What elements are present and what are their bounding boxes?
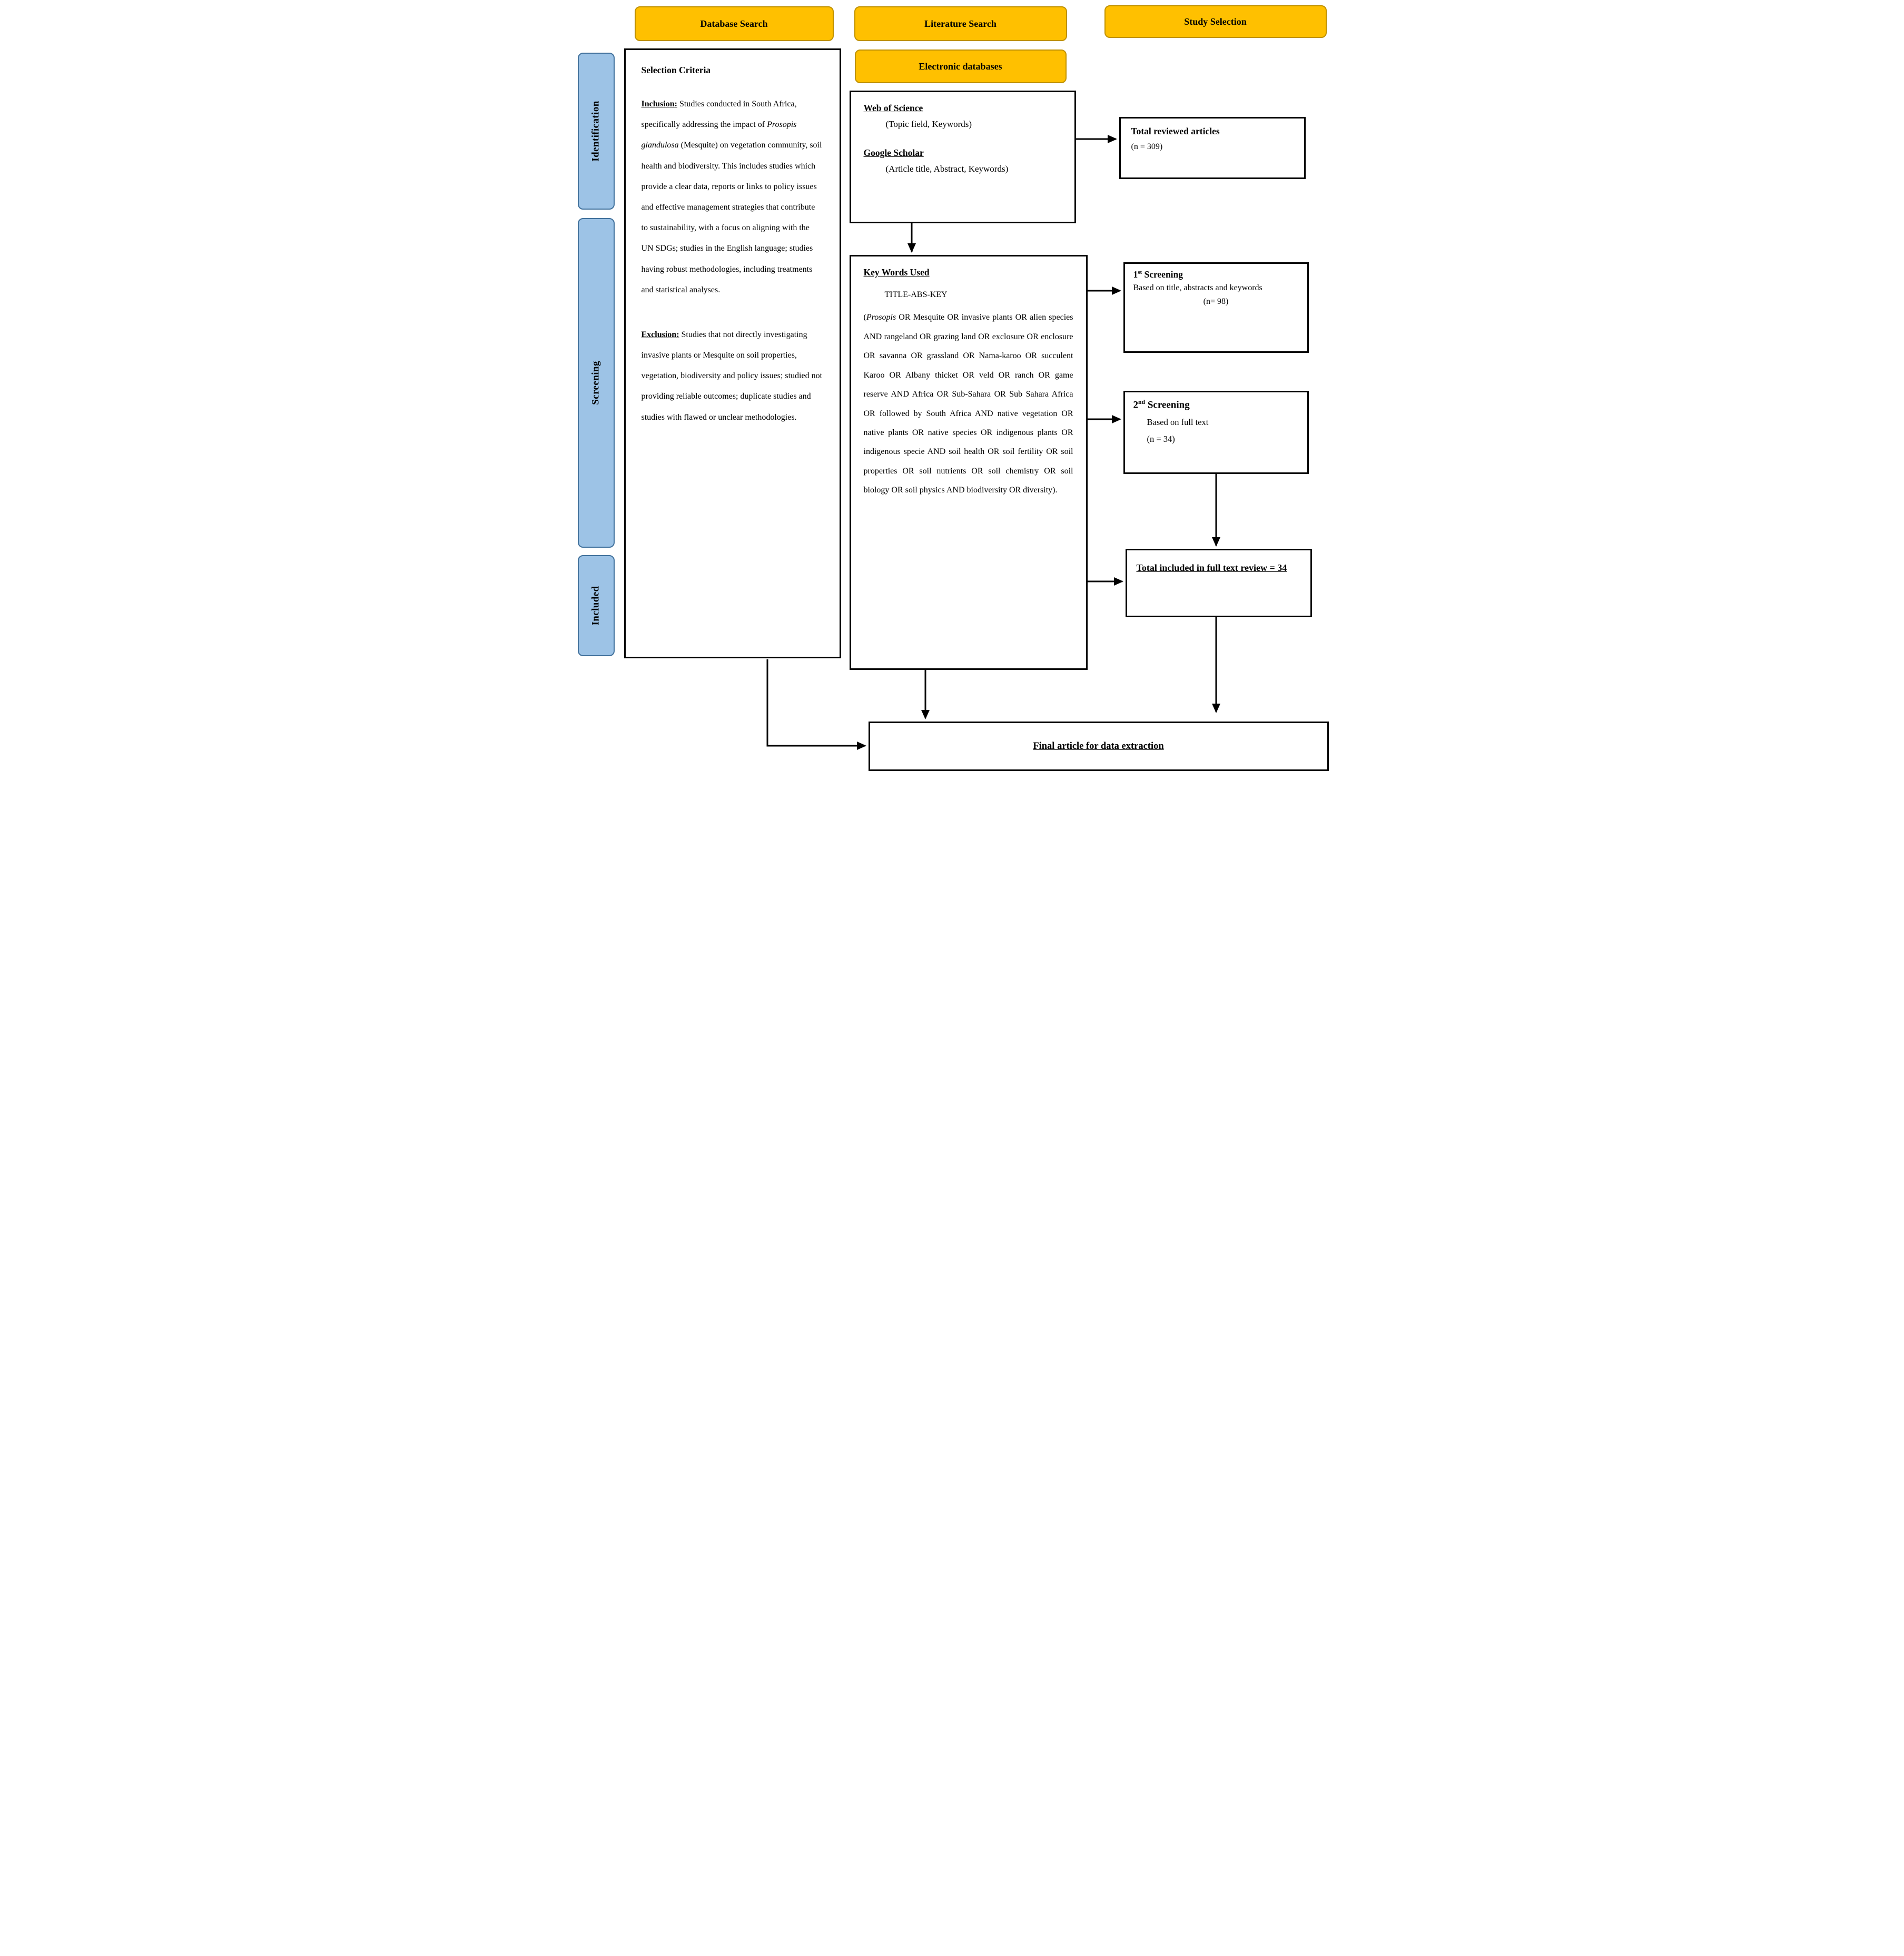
inclusion-label: Inclusion: (641, 100, 677, 108)
keywords-species-name: Prosopis (866, 313, 896, 322)
keywords-query-open: ( (863, 313, 866, 322)
keywords-box (850, 255, 1088, 670)
header-study-selection (1104, 5, 1327, 38)
header-study-selection-label: Study Selection (1184, 16, 1247, 27)
first-screening-number: 1 (1133, 269, 1138, 280)
keywords-query (864, 308, 1073, 500)
second-screening-count: (n = 34) (1147, 433, 1175, 444)
databases-box-spacer (864, 130, 1062, 147)
stage-identification (578, 53, 615, 210)
keywords-scope: TITLE-ABS-KEY (884, 290, 948, 299)
google-scholar-fields: (Article title, Abstract, Keywords) (885, 164, 1009, 174)
total-reviewed-count: (n = 309) (1131, 142, 1163, 151)
exclusion-label: Exclusion: (641, 330, 679, 339)
total-reviewed-title: Total reviewed articles (1131, 126, 1220, 136)
second-screening-desc: Based on full text (1147, 417, 1209, 428)
stage-included-label: Included (590, 586, 601, 626)
stage-included (578, 555, 615, 656)
web-of-science-title: Web of Science (863, 103, 923, 113)
final-article-box (869, 722, 1329, 771)
first-screening-desc: Based on title, abstracts and keywords (1133, 283, 1262, 292)
inclusion-text-after: (Mesquite) on vegetation community, soil health and biodiversity. This includes studies which provide a clear data, reports or links to policy issues and effective management strategies that contribute to sustainability, with a focus on aligning with the UN SDGs; studies in the English language; studies having robust methodologies, including treatments and statistical analyses. (641, 141, 822, 294)
first-screening-label: Screening (1142, 269, 1183, 280)
total-included-text: Total included in full text review = 34 (1136, 562, 1287, 573)
stage-screening (578, 218, 615, 548)
prisma-flow-diagram (571, 0, 1333, 783)
header-electronic-databases-label: Electronic databases (919, 61, 1002, 72)
first-screening-count: (n= 98) (1203, 297, 1229, 306)
arrow-criteria-to-final (767, 659, 865, 746)
selection-criteria-title: Selection Criteria (641, 65, 711, 75)
header-database-search (635, 6, 834, 41)
second-screening-number: 2 (1133, 399, 1138, 411)
exclusion-paragraph (642, 324, 824, 428)
header-literature-search (854, 6, 1067, 41)
header-database-search-label: Database Search (700, 18, 768, 29)
first-screening-title (1133, 269, 1299, 280)
stage-identification-label: Identification (590, 101, 601, 162)
keywords-query-rest: OR Mesquite OR invasive plants OR alien species AND rangeland OR grazing land OR exclosure OR enclosure OR savanna OR grassland OR Nama-karoo OR succulent Karoo OR Albany thicket OR veld OR ranch OR game reserve AND Africa OR Sub-Sahara OR Sub Sahara Africa OR followed by South Africa AND native vegetation OR native plants OR native species OR indigenous plants OR indigenous specie AND soil health OR soil fertility OR soil properties OR soil nutrients OR soil chemistry OR soil biology OR soil physics AND biodiversity OR diversity). (863, 313, 1073, 495)
stage-screening-label: Screening (590, 361, 601, 405)
inclusion-text-before: Studies conducted in South Africa, specifically addressing the impact of (641, 100, 797, 130)
final-article-text: Final article for data extraction (1033, 740, 1164, 752)
second-screening-ordinal: nd (1138, 399, 1146, 406)
header-electronic-databases (855, 50, 1067, 83)
inclusion-paragraph (642, 94, 824, 300)
databases-box (850, 91, 1076, 223)
google-scholar-title: Google Scholar (863, 147, 924, 158)
web-of-science-fields: (Topic field, Keywords) (885, 119, 972, 129)
second-screening-box (1123, 391, 1309, 474)
first-screening-ordinal: st (1138, 269, 1142, 276)
inclusion-species-name: Prosopis glandulosa (641, 120, 797, 150)
first-screening-box (1123, 262, 1309, 353)
second-screening-title (1133, 399, 1299, 411)
header-literature-search-label: Literature Search (924, 18, 997, 29)
keywords-title: Key Words Used (863, 267, 930, 278)
exclusion-text: Studies that not directly investigating invasive plants or Mesquite on soil properties, vegetation, biodiversity and policy issues; studied not providing reliable outcomes; duplicate studies and studies with flawed or unclear methodologies. (641, 330, 823, 422)
total-included-box (1126, 549, 1312, 617)
second-screening-label: Screening (1145, 399, 1190, 411)
selection-criteria-box (624, 48, 841, 658)
total-reviewed-box (1119, 117, 1306, 179)
